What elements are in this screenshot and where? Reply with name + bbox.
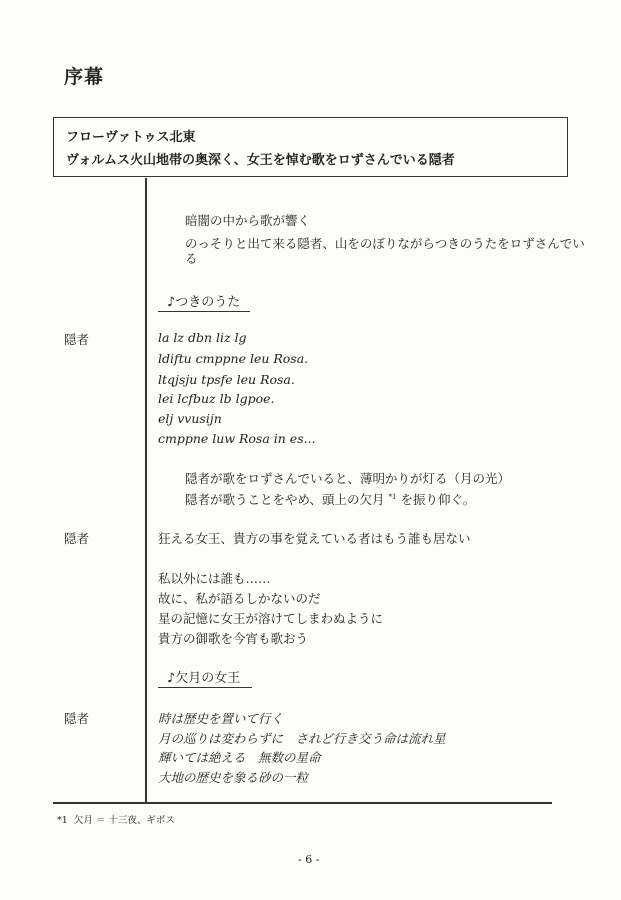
- stage-direction: る: [185, 251, 198, 266]
- dialogue-line: 狂える女王、貴方の事を覚えている者はもう誰も居ない: [158, 531, 471, 546]
- speaker-label: 隠者: [64, 332, 90, 347]
- song-line: elj vvusijn: [158, 411, 222, 426]
- stage-direction: 暗闇の中から歌が響く: [185, 213, 311, 228]
- song-line: lei lcfbuz lb lgpoe.: [158, 391, 275, 406]
- stage-direction: のっそりと出て来る隠者、山をのぼりながらつきのうたをロずさんでい: [185, 236, 585, 251]
- stage-direction: 隠者が歌うことをやめ、頭上の欠月 $^{*1}$ を振り仰ぐ。: [185, 492, 476, 507]
- footnote-ref: *1: [388, 492, 397, 501]
- stage-direction: 隠者が歌をロずさんでいると、薄明かりが灯る（月の光）: [185, 471, 511, 486]
- song-line: cmppne luw Rosa in es...: [158, 431, 316, 446]
- song-title-underline: [158, 687, 252, 688]
- song-title: ♪つきのうた: [167, 295, 241, 310]
- speaker-label: 隠者: [64, 531, 90, 546]
- song-line: 時は歴史を置いて行く: [158, 711, 284, 726]
- page-title: 序幕: [64, 66, 105, 88]
- speaker-label: 隠者: [64, 711, 90, 726]
- dialogue-line: 故に、私が語るしかないのだ: [158, 591, 321, 606]
- dialogue-line: 私以外には誰も……: [158, 571, 271, 586]
- footnote: [57, 812, 175, 826]
- bottom-rule: [53, 802, 552, 804]
- scene-location: フローヴァトゥス北東: [66, 130, 196, 145]
- speaker-divider-line: [145, 178, 147, 803]
- song-line: 輝いては絶える 無数の星命: [158, 750, 321, 765]
- footnote-mark: *1: [57, 815, 68, 826]
- song-title-underline: [158, 311, 250, 312]
- scene-description: ヴォルムス火山地帯の奥深く、女王を悼む歌をロずさんでいる隠者: [66, 153, 455, 168]
- song-line: 大地の歴史を象る砂の一粒: [158, 770, 309, 785]
- page-number: - 6 -: [298, 853, 320, 866]
- song-line: 月の巡りは変わらずに されど行き交う命は流れ星: [158, 731, 446, 746]
- song-line: la lz dbn liz lg: [158, 330, 247, 345]
- footnote-text: 欠月 ＝ 十三夜、ギボス: [73, 815, 175, 826]
- dialogue-line: 星の記憶に女王が溶けてしまわぬように: [158, 611, 384, 626]
- song-title: ♪欠月の女王: [167, 671, 241, 686]
- song-line: ldiftu cmppne leu Rosa.: [158, 351, 309, 366]
- song-line: ltqjsju tpsfe leu Rosa.: [158, 372, 295, 387]
- dialogue-line: 貴方の御歌を今宵も歌おう: [158, 631, 309, 646]
